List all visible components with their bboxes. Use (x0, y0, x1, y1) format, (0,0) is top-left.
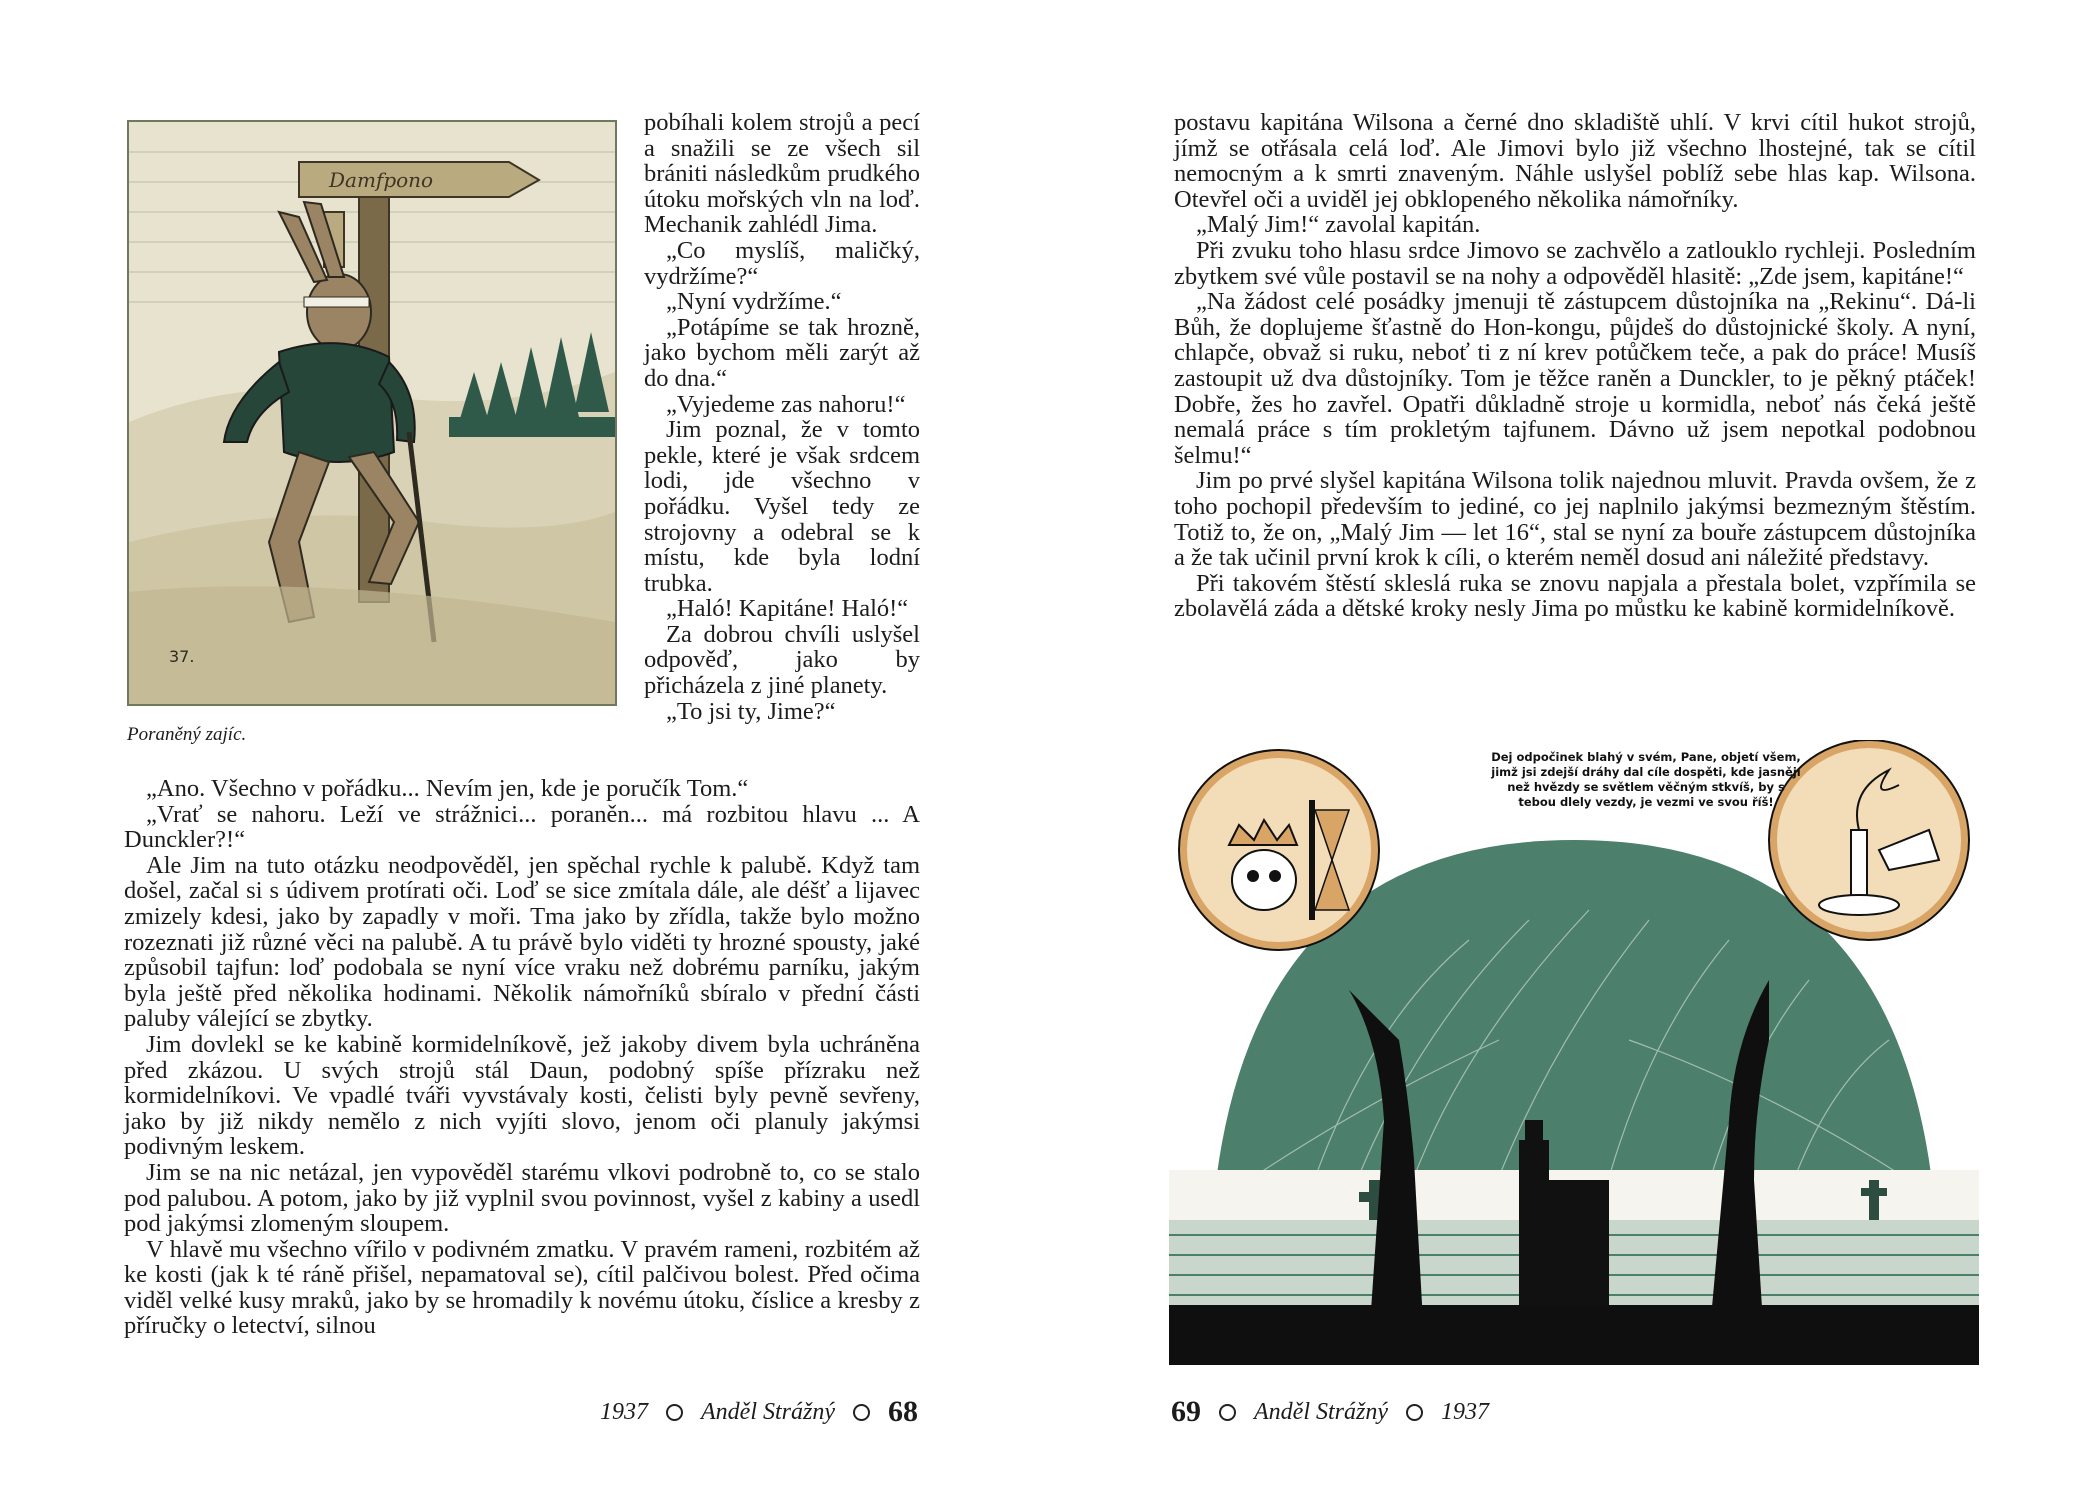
verse-text: Dej odpočinek blahý v svém, Pane, objetí všem, jimž jsi zdejší dráhy dal cíle dospěti, kde jasnějí než hvězdy se světlem věčným stkvíš, by s tebou dlely vezdy, je vezmi ve svou říš! (1491, 750, 1801, 809)
paragraph: „Vyjedeme zas nahoru!“ (666, 390, 906, 418)
paragraph: pobíhali kolem strojů a pecí a snažili se ze všech sil brániti následkům prudkého útoku mořských vln na loď. Mechanik zahlédl Jima. (644, 109, 920, 239)
hare-drawing (129, 122, 615, 704)
signpost-text: Damfpono (329, 168, 434, 192)
paragraph: Za dobrou chvíli uslyšel odpověď, jako by přicházela z jiné planety. (644, 620, 920, 700)
paragraph: „Na žádost celé posádky jmenuji tě zástupcem důstojníka na „Rekinu“. Dá-li Bůh, že doplujeme šťastně do Hon-kongu, půjdeš do důstojnické školy. A nyní, chlapče, obvaž si ruku, neboť ti z ní krev potůčkem teče, a pak do práce! Musíš zastoupit už dva důstojníky. Tom je těžce raněn a Dunckler, to je pěkný ptáček! Dobře, žes ho zavřel. Opatři důkladně stroje u kormidla, neboť nás čeká ještě nemalá práce s tím prokletým tajfunem. Dávno už jsem nepotkal podobnou šelmu!“ (1174, 288, 1976, 469)
page-number: 69 (1171, 1395, 1201, 1428)
paragraph: V hlavě mu všechno vířilo v podivném zmatku. V pravém rameni, rozbitém až ke kosti (jak k té ráně přišel, nepamatoval se), cítil palčivou bolest. Před očima viděl velké kusy mraků, jako by se hromadily k novému útoku, číslice a kresby z příručky o letectví, silnou (124, 1235, 920, 1340)
paragraph: „Haló! Kapitáne! Haló!“ (666, 595, 909, 623)
paragraph: Jim se na nic netázal, jen vypověděl starému vlkovi podrobně to, co se stalo pod palubou. A potom, jako by již vyplnil svou povinnost, vyšel z kabiny a usedl pod jakýmsi zlomeným sloupem. (124, 1158, 920, 1238)
paragraph: Při zvuku toho hlasu srdce Jimovo se zachvělo a zatlouklo rychleji. Posledním zbytkem své vůle postavil se na nohy a odpověděl hlasitě: „Zde jsem, kapitáne!“ (1174, 236, 1976, 290)
cemetery-illustration (1169, 740, 1979, 1365)
footer-year: 1937 (600, 1398, 648, 1425)
paragraph: „Ano. Všechno v pořádku... Nevím jen, kde je poručík Tom.“ (146, 775, 749, 802)
paragraph: Jim poznal, že v tomto pekle, které je však srdcem lodi, jde všechno v pořádku. Vyšel tedy ze strojovny a odebral se k místu, kde byla lodní trubka. (644, 416, 920, 597)
page-number: 68 (887, 1395, 918, 1428)
footer-title: Anděl Strážný (1254, 1398, 1388, 1425)
paragraph: „Co myslíš, maličký, vydržíme?“ (644, 236, 920, 290)
paragraph: Ale Jim na tuto otázku neodpověděl, jen spěchal rychle k palubě. Když tam došel, začal si s údivem protírati oči. Loď se sice zmítala dále, ale déšť a lijavec zmizely kdesi, jako by zapadly v moři. Tma jako by zřídla, takže bylo možno rozeznati již různé věci na palubě. A tu právě bylo viděti ty hrozné spousty, jaké způsobil tajfun: loď podobala se nyní více vraku než dobrému parníku, jakým byla ještě před několika hodinami. Několik námořníků sbíralo v přední části paluby válející se zbytky. (124, 851, 920, 1033)
paragraph: Jim po prvé slyšel kapitána Wilsona tolik najednou mluvit. Pravda ovšem, že z toho pochopil především to jediné, co jej naplnilo jakýmsi bezmezným štěstím. Totiž to, že on, „Malý Jim — let 16“, stal se nyní za bouře zástupcem důstojníka a že tak učinil první krok k cíli, o kterém neměl dosud ani náležité představy. (1174, 467, 1976, 572)
paragraph: „Vrať se nahoru. Leží ve strážnici... poraněn... má rozbitou hlavu ... A Dunckler?!“ (124, 800, 920, 854)
paragraph: Při takovém štěstí skleslá ruka se znovu napjala a přestala bolet, vzpřímila se zbolavělá záda a dětské kroky nesly Jima po můstku ke kabině kormidelníkově. (1174, 569, 1976, 623)
circle-ornament-icon (1406, 1404, 1423, 1421)
right-text-column (1174, 110, 1976, 622)
left-wide-column (124, 776, 920, 1339)
right-page-footer (1171, 1395, 1489, 1429)
paragraph: „Nyní vydržíme.“ (666, 288, 842, 316)
artist-mark: 37. (169, 647, 195, 666)
paragraph: postavu kapitána Wilsona a černé dno skladiště uhlí. V krvi cítil hukot strojů, jímž se otřásala celá loď. Ale Jimovi bylo již všechno lhostejné, tak se cítil nemocným a k smrti znaveným. Náhle uslyšel poblíž sebe hlas kap. Wilsona. Otevřel oči a uviděl jej obklopeného několika námořníky. (1174, 109, 1976, 213)
illustration-caption: Poraněný zajíc. (127, 724, 247, 745)
paragraph: Jim dovlekl se ke kabině kormidelníkově, jež jakoby divem byla uchráněna před zkázou. U svých strojů stál Daun, podobný spíše přízraku než kormidelníkovi. Ve vpadlé tváři vyvstávaly kosti, čelisti byly pevně sevřeny, jako by již nikdy nemělo z nich vyjíti slovo, jenom oči planuly jakýmsi podivným leskem. (124, 1030, 920, 1161)
cemetery-drawing (1169, 740, 1979, 1365)
circle-ornament-icon (666, 1404, 683, 1421)
paragraph: „Potápíme se tak hrozně, jako bychom měli zarýt až do dna.“ (644, 313, 920, 392)
circle-ornament-icon (1219, 1404, 1236, 1421)
footer-title: Anděl Strážný (701, 1398, 835, 1425)
right-page (1039, 0, 2078, 1500)
paragraph: „To jsi ty, Jime?“ (666, 697, 836, 725)
footer-year: 1937 (1440, 1398, 1489, 1425)
left-page-footer (600, 1395, 918, 1429)
left-narrow-column (644, 110, 920, 724)
circle-ornament-icon (853, 1404, 870, 1421)
paragraph: „Malý Jim!“ zavolal kapitán. (1196, 211, 1481, 239)
wounded-hare-illustration (127, 120, 617, 706)
